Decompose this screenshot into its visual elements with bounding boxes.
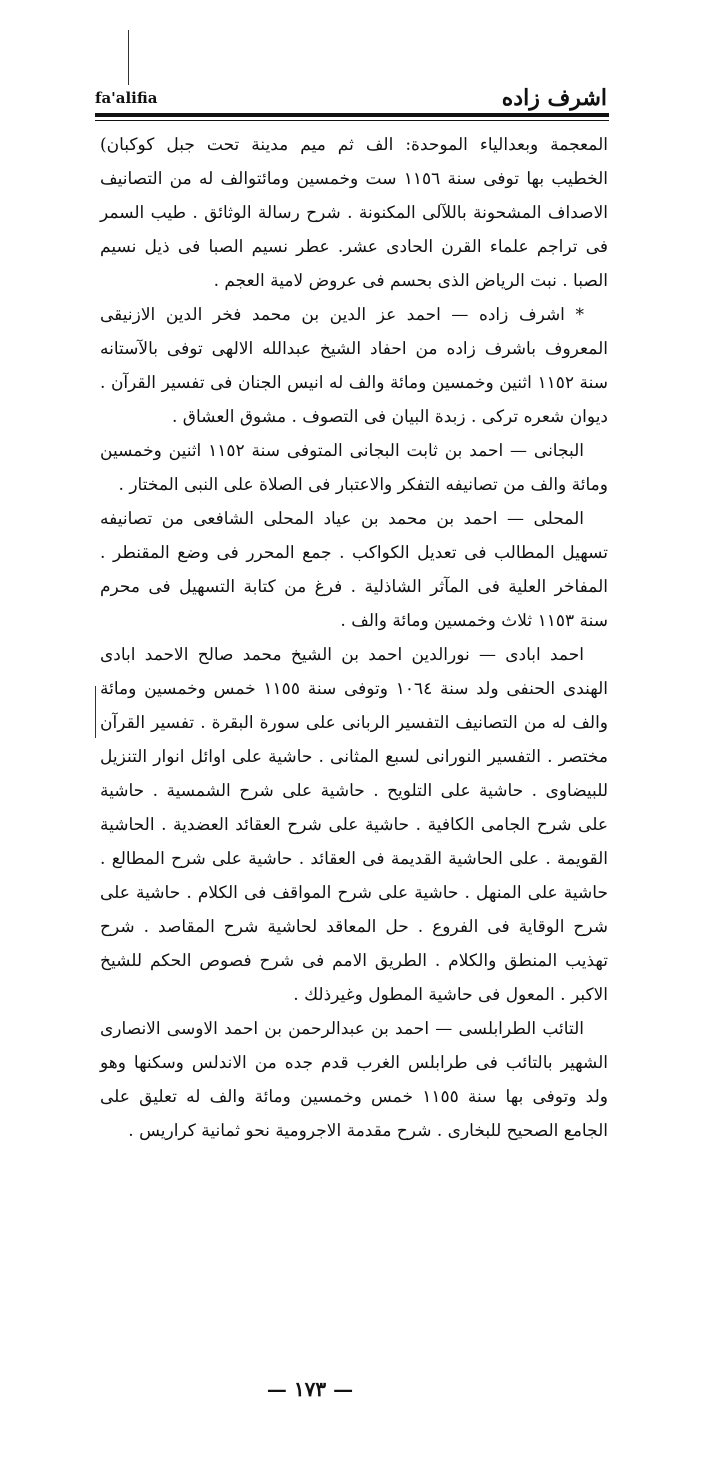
scan-mark-side xyxy=(95,686,96,738)
page-number: — ١٧٣ — xyxy=(266,1377,354,1401)
header-left-text: fa'alifia xyxy=(95,89,158,107)
entry-al-taib-al-tarabulusi: التائب الطرابلسى — احمد بن عبدالرحمن بن احمد الاوسى الانصارى الشهير بالتائب فى طرابلس الغرب قدم جده من الاندلس وسكنها وهو ولد وتوفى بها سنة ١١٥٥ خمس وخمسين ومائة والف له تعليق على الجامع الصحيح للبخارى . شرح مقدمة الاجرومية نحو ثمانية كراريس . xyxy=(100,1019,608,1141)
paragraph-continuation: المعجمة وبعدالياء الموحدة: الف ثم ميم مدينة تحت جبل كوكبان) الخطيب بها توفى سنة ١١٥٦ ست وخمسين ومائتوالف له من التصانيف الاصداف المشحونة باللآلى المكنونة . شرح رسالة الوثائق . طيب السمر فى تراجم علماء القرن الحادى عشر. عطر نسيم الصبا فى ذيل نسيم الصبا . نبت الرياض الذى بحسم فى عروض لامية العجم . xyxy=(100,135,608,291)
entry-ashraf-zadeh: * اشرف زاده — احمد عز الدين بن محمد فخر الدين الازنيقى المعروف باشرف زاده من احفاد الشيخ عبدالله الالهى توفى بالآستانه سنة ١١٥٢ اثنين وخمسين ومائة والف له انيس الجنان فى تفسير القرآن . ديوان شعره تركى . زبدة البيان فى التصوف . مشوق العشاق . xyxy=(100,305,608,427)
entry-ahmad-abadi: احمد ابادى — نورالدين احمد بن الشيخ محمد صالح الاحمد ابادى الهندى الحنفى ولد سنة ١٠٦٤ وتوفى سنة ١١٥٥ خمس وخمسين ومائة والف له من التصانيف التفسير الربانى على سورة البقرة . تفسير القرآن مختصر . التفسير النورانى لسبع المثانى . حاشية على اوائل انوار التنزيل للبيضاوى . حاشية على التلويح . حاشية على شرح الشمسية . حاشية على شرح الجامى الكافية . حاشية على شرح العقائد العضدية . الحاشية القويمة . على الحاشية القديمة فى العقائد . حاشية على شرح المطالع . حاشية على المنهل . حاشية على شرح المواقف فى الكلام . حاشية على شرح الوقاية فى الفروع . حل المعاقد لحاشية شرح المقاصد . شرح تهذيب المنطق والكلام . الطريق الامم فى شرح فصوص الحكم للشيخ الاكبر . المعول فى حاشية المطول وغيرذلك . xyxy=(100,645,608,1005)
header-rule-thin xyxy=(95,120,609,121)
entry-al-mahalli: المحلى — احمد بن محمد بن عياد المحلى الشافعى من تصانيفه تسهيل المطالب فى تعديل الكواكب . جمع المحرر فى وضع المقنطر . المفاخر العلية فى المآثر الشاذلية . فرغ من كتابة التسهيل فى محرم سنة ١١٥٣ ثلاث وخمسين ومائة والف . xyxy=(100,509,608,631)
body-text xyxy=(100,128,608,1148)
entry-al-bajani: البجانى — احمد بن ثابت البجانى المتوفى سنة ١١٥٢ اثنين وخمسين ومائة والف من تصانيفه التفكر والاعتبار فى الصلاة على النبى المختار . xyxy=(100,441,608,495)
scan-mark-top xyxy=(128,30,129,85)
header-rule-thick xyxy=(95,113,609,117)
header-title: اشرف زاده xyxy=(501,85,607,111)
